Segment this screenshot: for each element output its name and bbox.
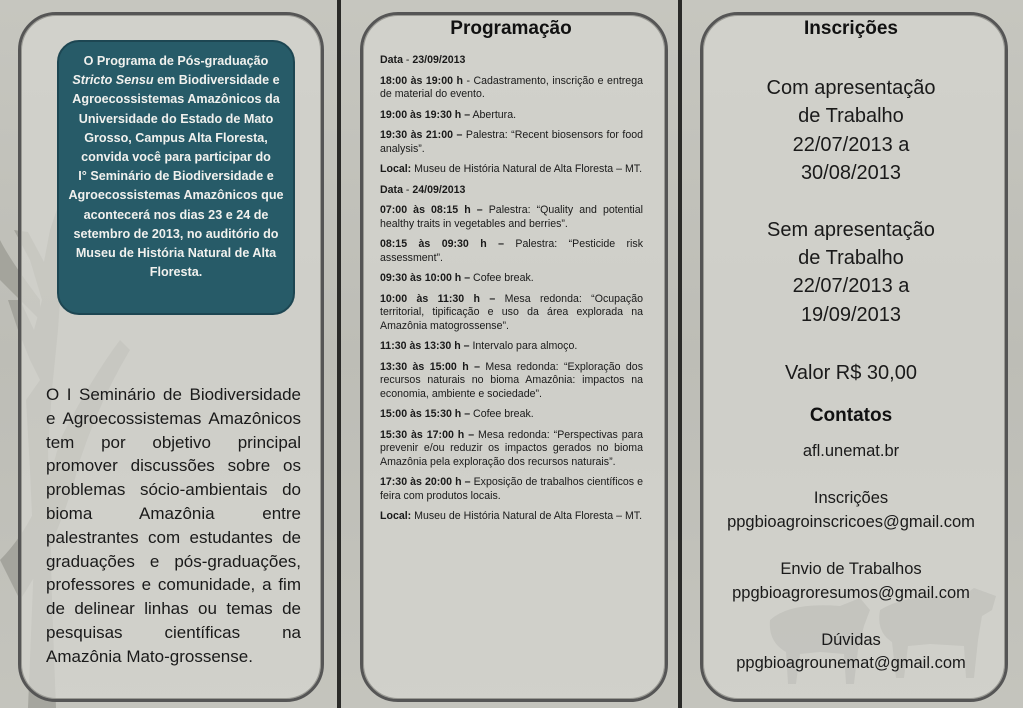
schedule-item [380, 340, 643, 354]
schedule-time: Data [380, 183, 403, 196]
schedule-item [380, 129, 643, 156]
contatos-title: Contatos [809, 405, 893, 426]
schedule-item [380, 408, 643, 422]
schedule-item [380, 361, 643, 402]
site-link[interactable]: afl.unemat.br [802, 442, 900, 460]
schedule-text: Intervalo para almoço. [469, 340, 578, 352]
schedule-time: Data [380, 54, 403, 66]
schedule-time: 11:30 às 13:30 h – [380, 340, 470, 352]
schedule-item [380, 109, 643, 123]
schedule-item [380, 184, 643, 198]
schedule-time: 07:00 às 08:15 h – [380, 204, 483, 216]
schedule-date: 23/09/2013 [412, 54, 466, 66]
schedule-time: 09:30 às 10:00 h – [380, 272, 471, 284]
valor: Valor R$ 30,00 [785, 362, 917, 385]
schedule-time: Local: [380, 510, 412, 522]
schedule-item [380, 54, 643, 68]
fold-divider [337, 0, 341, 708]
schedule-item [380, 163, 643, 177]
inscricoes-email[interactable]: ppgbioagroinscricoes@gmail.com [727, 512, 975, 531]
trabalhos-email[interactable]: ppgbioagroresumos@gmail.com [732, 583, 970, 602]
inscricoes-title: Inscrições [804, 18, 898, 39]
schedule-item [380, 75, 643, 102]
schedule-item [380, 204, 643, 231]
schedule-time: 08:15 às 09:30 h – [380, 238, 504, 250]
duvidas-email[interactable]: ppgbioagrounemat@gmail.com [736, 654, 966, 673]
schedule-text: - [402, 54, 413, 66]
contacts-list [700, 440, 1002, 676]
duvidas-contact-label: Dúvidas [821, 630, 881, 649]
schedule-time: 15:00 às 15:30 h – [380, 408, 471, 420]
sem-apresentacao-dates: 22/07/2013 a 19/09/2013 [792, 275, 910, 326]
inscricoes-contact-label: Inscrições [813, 489, 889, 508]
fold-divider [678, 0, 682, 708]
trabalhos-contact-label: Envio de Trabalhos [780, 559, 922, 578]
schedule-text: Mesa redonda: “Exploração dos recursos naturais no bioma Amazônia: impactos na economia, ambiente e sociedade”. [380, 360, 643, 400]
schedule-time: 10:00 às 11:30 h – [380, 292, 496, 305]
schedule-time: Local: [380, 163, 412, 175]
schedule-text: Abertura. [470, 108, 517, 121]
schedule-time: 15:30 às 17:00 h – [380, 428, 475, 441]
schedule-text: - Cadastramento, inscrição e entrega de material do evento. [380, 74, 643, 100]
schedule-item [380, 272, 643, 286]
schedule-text: Mesa redonda: “Ocupação territorial, tipificação e uso da área explorada na Amazônia matogrossense”. [380, 292, 643, 332]
com-apresentacao-dates: 22/07/2013 a 30/08/2013 [792, 133, 910, 185]
schedule-text: Cofee break. [470, 272, 534, 284]
schedule-text: Museu de História Natural de Alta Floresta – MT. [411, 510, 643, 522]
registration-info [700, 74, 1002, 388]
schedule-text: Exposição de trabalhos científicos e feira com produtos locais. [380, 476, 644, 502]
objective-text: O I Seminário de Biodiversidade e Agroecossistemas Amazônicos tem por objetivo principal promover discussões sobre os problemas sócio-ambientais do bioma Amazônia entre palestrantes com estudantes de graduações e pós-graduações, professores e comunidade, a fim de delinear linhas ou temas de pesquisas científicas na Amazônia Mato-grossense. [46, 385, 301, 666]
schedule-time: 19:00 às 19:30 h – [380, 108, 471, 121]
invitation-box [57, 40, 295, 315]
schedule-list [380, 54, 643, 531]
schedule-text: - [402, 183, 413, 196]
sem-apresentacao-label: Sem apresentação de Trabalho [767, 218, 935, 270]
schedule-time: 17:30 às 20:00 h – [380, 476, 471, 488]
schedule-time: 18:00 às 19:00 h [380, 74, 463, 87]
schedule-text: Mesa redonda: “Perspectivas para prevenir e/ou reduzir os impactos gerados no bioma Amazônia pela exploração dos recursos naturais”. [380, 428, 643, 468]
invitation-italic: Stricto Sensu [72, 73, 154, 88]
invitation-line2: em Biodiversidade e Agroecossistemas Amazônicos da Universidade do Estado de Mato Grosso, Campus Alta Floresta, convida você para participar do [72, 73, 280, 165]
invitation-line3: I° Seminário de Biodiversidade e Agroecossistemas Amazônicos que acontecerá nos dias 23 e 24 de setembro de 2013, no auditório do Museu de História Natural de Alta Floresta. [68, 169, 284, 280]
schedule-date: 24/09/2013 [412, 183, 466, 196]
schedule-item [380, 429, 643, 470]
schedule-item [380, 293, 643, 334]
programacao-title: Programação [450, 18, 572, 39]
schedule-time: 19:30 às 21:00 – [380, 129, 463, 141]
schedule-text: Cofee break. [470, 408, 534, 420]
schedule-text: Palestra: “Recent biosensors for food analysis”. [380, 129, 643, 155]
schedule-text: Palestra: “Quality and potential healthy traits in vegetables and berries”. [380, 204, 644, 230]
schedule-item [380, 238, 643, 265]
schedule-time: 13:30 às 15:00 h – [380, 360, 480, 373]
invitation-line1: O Programa de Pós-graduação [83, 54, 269, 68]
schedule-text: Museu de História Natural de Alta Floresta – MT. [411, 163, 643, 175]
schedule-item [380, 476, 643, 503]
schedule-item [380, 510, 643, 524]
com-apresentacao-label: Com apresentação de Trabalho [766, 77, 936, 128]
schedule-text: Palestra: “Pesticide risk assessment”. [380, 238, 644, 264]
